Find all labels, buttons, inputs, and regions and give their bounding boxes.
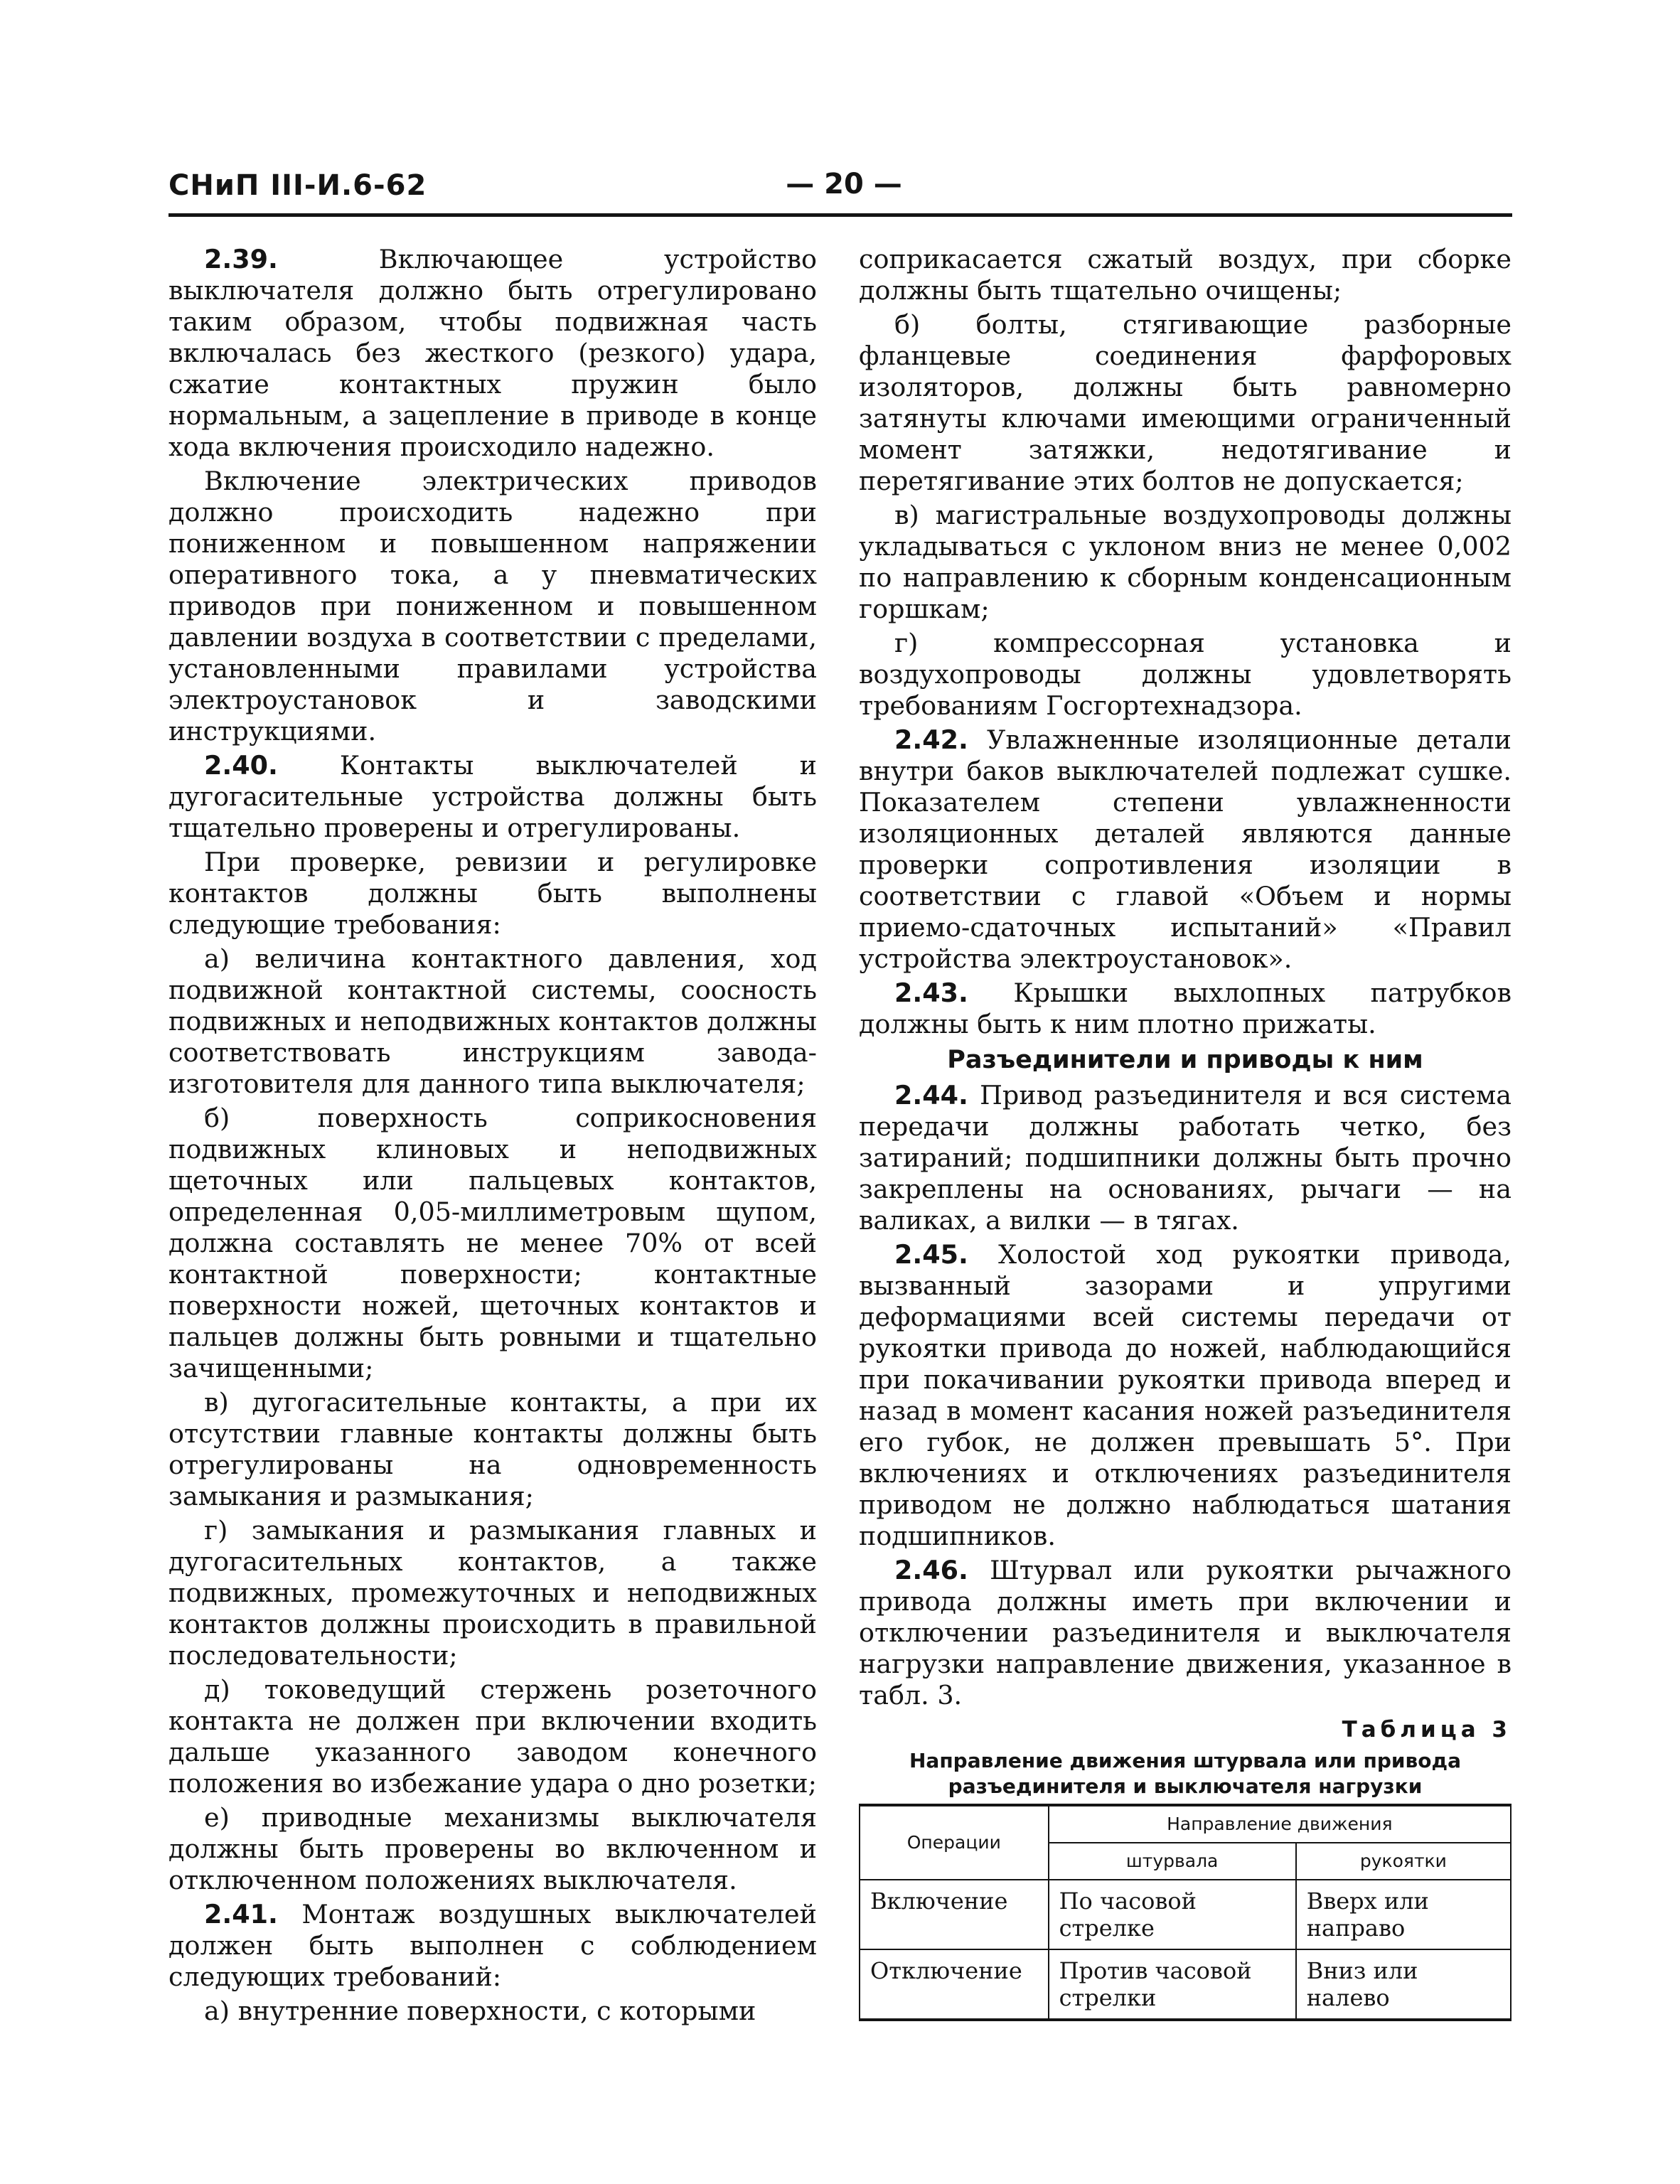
clause-number: 2.41. <box>204 1899 278 1929</box>
header-direction: Направление движения <box>1049 1805 1511 1843</box>
page-header <box>168 165 1512 209</box>
paragraph-2-43 <box>859 978 1512 1040</box>
table-header-row <box>860 1805 1511 1843</box>
paragraph-2-39 <box>168 244 817 463</box>
list-item-b: б) поверхность соприкосновения подвижных клиновых и неподвижных щеточных или пальцевых контактов, определенная 0,05-миллиметровым щупом, должна составлять не менее 70% от всей контактной поверхности; контактные поверхности ножей, щеточных контактов и пальцев должны быть ровными и тщательно зачищенными; <box>168 1103 817 1383</box>
paragraph-text: Контакты выключателей и дугогасительные устройства должны быть тщательно проверены и отрегулированы. <box>168 750 817 843</box>
paragraph-continuation: соприкасается сжатый воздух, при сборке должны быть тщательно очищены; <box>859 244 1512 306</box>
paragraph-text: Монтаж воздушных выключателей должен быть выполнен с соблюдением следующих требований: <box>168 1899 817 1992</box>
list-item-v: в) магистральные воздухопроводы должны укладываться с уклоном вниз не менее 0,002 по направлению к сборным конденсационным горшкам; <box>859 500 1512 624</box>
paragraph-text: Крышки выхлопных патрубков должны быть к ним плотно прижаты. <box>859 978 1512 1039</box>
header-wheel: штурвала <box>1049 1843 1296 1880</box>
left-column <box>168 244 817 2030</box>
cell-wheel: По часовой стрелке <box>1049 1880 1296 1949</box>
list-item-g: г) замыкания и размыкания главных и дугогасительных контактов, а также подвижных, промежуточных и неподвижных контактов должны происходить в правильной последовательности; <box>168 1515 817 1671</box>
list-item-g: г) компрессорная установка и воздухопроводы должны удовлетворять требованиям Госгортехнадзора. <box>859 628 1512 721</box>
clause-number: 2.39. <box>204 244 278 274</box>
paragraph-2-42 <box>859 724 1512 975</box>
paragraph: При проверке, ревизии и регулировке контактов должны быть выполнены следующие требования: <box>168 847 817 940</box>
paragraph-text: Штурвал или рукоятки рычажного привода должны иметь при включении и отключении разъединителя и выключателя нагрузки направление движения, указанное в табл. 3. <box>859 1555 1512 1711</box>
list-item-v: в) дугогасительные контакты, а при их отсутствии главные контакты должны быть отрегулированы на одновременность замыкания и размыкания; <box>168 1387 817 1511</box>
right-column <box>859 244 1512 2021</box>
paragraph-2-46 <box>859 1555 1512 1711</box>
table-title: Направление движения штурвала или привода разъединителя и выключателя нагрузки <box>909 1749 1461 1798</box>
paragraph-text: Привод разъединителя и вся система передачи должны работать четко, без затираний; подшипники должны быть прочно закреплены на основаниях, рычаги — на валиках, а вилки — в тягах. <box>859 1080 1512 1236</box>
clause-number: 2.42. <box>894 724 968 755</box>
header-handle: рукоятки <box>1296 1843 1511 1880</box>
paragraph-2-40 <box>168 750 817 844</box>
table-label: Таблица 3 <box>1342 1717 1512 1743</box>
clause-number: 2.46. <box>894 1555 968 1585</box>
list-item-b: б) болты, стягивающие разборные фланцевые соединения фарфоровых изоляторов, должны быть равномерно затянуты ключами имеющими ограниченный момент затяжки, недотягивание и перетягивание этих болтов не допускается; <box>859 309 1512 496</box>
cell-wheel: Против часовой стрелки <box>1049 1949 1296 2020</box>
direction-table <box>859 1804 1512 2021</box>
cell-operation: Включение <box>860 1880 1049 1949</box>
document-code: СНиП III-И.6-62 <box>168 169 427 202</box>
list-item-d: д) токоведущий стержень розеточного контакта не должен при включении входить дальше указанного заводом конечного положения во избежание удара о дно розетки; <box>168 1674 817 1799</box>
table-row <box>860 1949 1511 2020</box>
clause-number: 2.43. <box>894 978 968 1008</box>
paragraph-text: Включающее устройство выключателя должно быть отрегулировано таким образом, чтобы подвижная часть включалась без жесткого (резкого) удара, сжатие контактных пружин было нормальным, а зацепление в приводе в конце хода включения происходило надежно. <box>168 244 817 462</box>
paragraph-2-41 <box>168 1899 817 1993</box>
page-number: — 20 — <box>786 168 902 200</box>
paragraph-text: Увлажненные изоляционные детали внутри баков выключателей подлежат сушке. Показателем степени увлажненности изоляционных деталей являются данные проверки сопротивления изоляции в соответствии с главой «Объем и нормы приемо-сдаточных испытаний» «Правил устройства электроустановок». <box>859 724 1512 974</box>
header-operations: Операции <box>860 1805 1049 1880</box>
header-rule <box>168 213 1512 217</box>
paragraph-text: Холостой ход рукоятки привода, вызванный зазорами и упругими деформациями всей системы передачи от рукоятки привода до ножей, наблюдающийся при покачивании рукоятки привода вперед и назад в момент касания ножей разъединителя его губок, не должен превышать 5°. При включениях и отключениях разъединителя приводом не должно наблюдаться шатания подшипников. <box>859 1239 1512 1551</box>
clause-number: 2.44. <box>894 1080 968 1110</box>
clause-number: 2.40. <box>204 750 278 781</box>
paragraph: Включение электрических приводов должно происходить надежно при пониженном и повышенном напряжении оперативного тока, а у пневматических приводов при пониженном и повышенном давлении воздуха в соответствии с пределами, установленными правилами устройства электроустановок и заводскими инструкциями. <box>168 466 817 746</box>
list-item-a: а) внутренние поверхности, с которыми <box>204 1996 756 2026</box>
cell-handle: Вверх или направо <box>1296 1880 1511 1949</box>
list-item-a: а) величина контактного давления, ход подвижной контактной системы, соосность подвижных и неподвижных контактов должны соответствовать инструкциям завода-изготовителя для данного типа выключателя; <box>168 943 817 1099</box>
clause-number: 2.45. <box>894 1239 968 1270</box>
table-row <box>860 1880 1511 1949</box>
paragraph-2-44 <box>859 1080 1512 1236</box>
list-item-e: е) приводные механизмы выключателя должны быть проверены во включенном и отключенном положениях выключателя. <box>168 1802 817 1895</box>
paragraph-2-45 <box>859 1239 1512 1552</box>
section-title: Разъединители и приводы к ним <box>947 1046 1423 1074</box>
cell-handle: Вниз или налево <box>1296 1949 1511 2020</box>
cell-operation: Отключение <box>860 1949 1049 2020</box>
